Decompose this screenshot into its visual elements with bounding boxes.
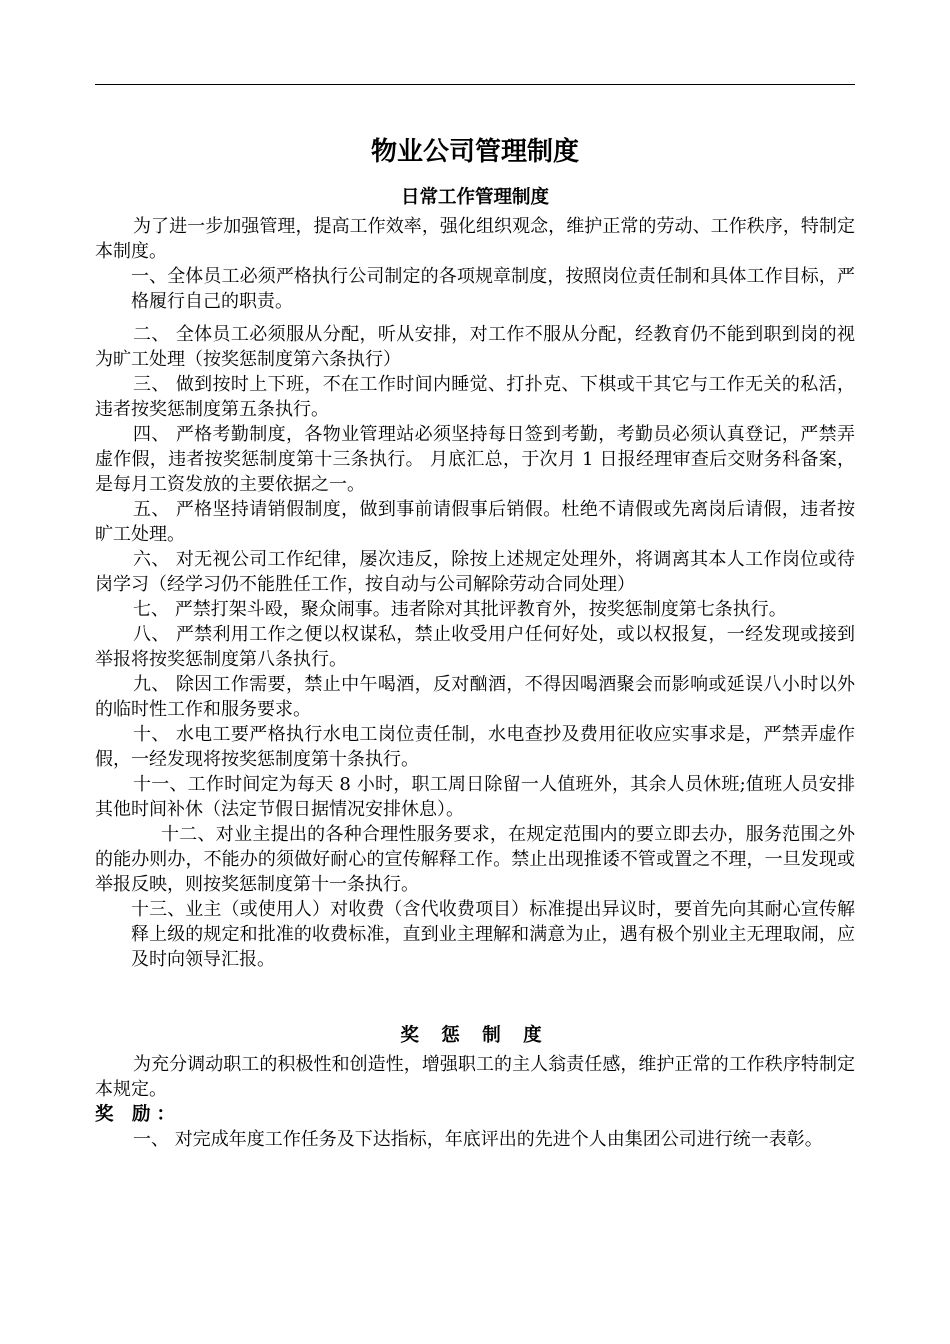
reward-item-1: 一、 对完成年度工作任务及下达指标，年底评出的先进个人由集团公司进行统一表彰。 [133,1129,823,1150]
rule-item-10: 十、 水电工要严格执行水电工岗位责任制，水电查抄及费用征收应实事求是，严禁弄虚作假，一经发现将按奖惩制度第十条执行。 [95,724,855,770]
document-body [95,128,855,1152]
rule-item-8: 八、 严禁利用工作之便以权谋私，禁止收受用户任何好处，或以权报复，一经发现或接到举报将按奖惩制度第八条执行。 [95,624,855,670]
section-heading-reward-punishment: 奖 惩 制 度 [400,1025,550,1046]
rule-item-9: 九、 除因工作需要，禁止中午喝酒，反对酗酒，不得因喝酒聚会而影响或延误八小时以外的临时性工作和服务要求。 [95,674,855,720]
rule-item-4: 四、 严格考勤制度，各物业管理站必须坚持每日签到考勤，考勤员必须认真登记，严禁弄虚作假，违者按奖惩制度第十三条执行。 月底汇总，于次月 1 日报经理审查后交财务科备案，是每月工资发放的主要依据之一。 [95,424,855,495]
rule-item-5: 五、 严格坚持请销假制度，做到事前请假事后销假。杜绝不请假或先离岗后请假，违者按旷工处理。 [95,499,855,545]
rule-item-2: 二、 全体员工必须服从分配，听从安排，对工作不服从分配，经教育仍不能到职到岗的视为旷工处理（按奖惩制度第六条执行） [95,324,855,370]
document-title: 物业公司管理制度 [370,137,579,167]
spacer [95,972,855,1020]
paragraph-intro: 为了进一步加强管理，提高工作效率，强化组织观念，维护正常的劳动、工作秩序，特制定本制度。 [95,216,855,262]
rule-item-6: 六、 对无视公司工作纪律，屡次违反，除按上述规定处理外，将调离其本人工作岗位或待岗学习（经学习仍不能胜任工作，按自动与公司解除劳动合同处理） [95,549,855,595]
rule-item-11: 十一、工作时间定为每天 8 小时，职工周日除留一人值班外，其余人员休班;值班人员安排其他时间补休（法定节假日据情况安排休息）。 [95,774,855,820]
rule-item-13: 十三、业主（或使用人）对收费（含代收费项目）标准提出异议时，要首先向其耐心宣传解释上级的规定和批准的收费标准，直到业主理解和满意为止，遇有极个别业主无理取闹，应及时向领导汇报。 [131,899,855,970]
rule-item-1: 一、全体员工必须严格执行公司制定的各项规章制度，按照岗位责任制和具体工作目标，严格履行自己的职责。 [131,266,855,312]
rule-item-7: 七、 严禁打架斗殴，聚众闹事。违者除对其批评教育外，按奖惩制度第七条执行。 [133,599,787,620]
rule-item-12: 十二、对业主提出的各种合理性服务要求，在规定范围内的要立即去办，服务范围之外的能办则办，不能办的须做好耐心的宣传解释工作。禁止出现推诿不管或置之不理，一旦发现或举报反映，则按奖惩制度第十一条执行。 [95,824,855,895]
spacer [95,314,855,322]
header-rule [95,84,855,85]
rule-item-3: 三、 做到按时上下班，不在工作时间内睡觉、打扑克、下棋或干其它与工作无关的私活，违者按奖惩制度第五条执行。 [95,374,855,420]
section-heading-daily-work: 日常工作管理制度 [400,187,549,208]
paragraph-reward-intro: 为充分调动职工的积极性和创造性，增强职工的主人翁责任感，维护正常的工作秩序特制定本规定。 [95,1054,855,1100]
reward-label: 奖 励： [95,1104,181,1125]
